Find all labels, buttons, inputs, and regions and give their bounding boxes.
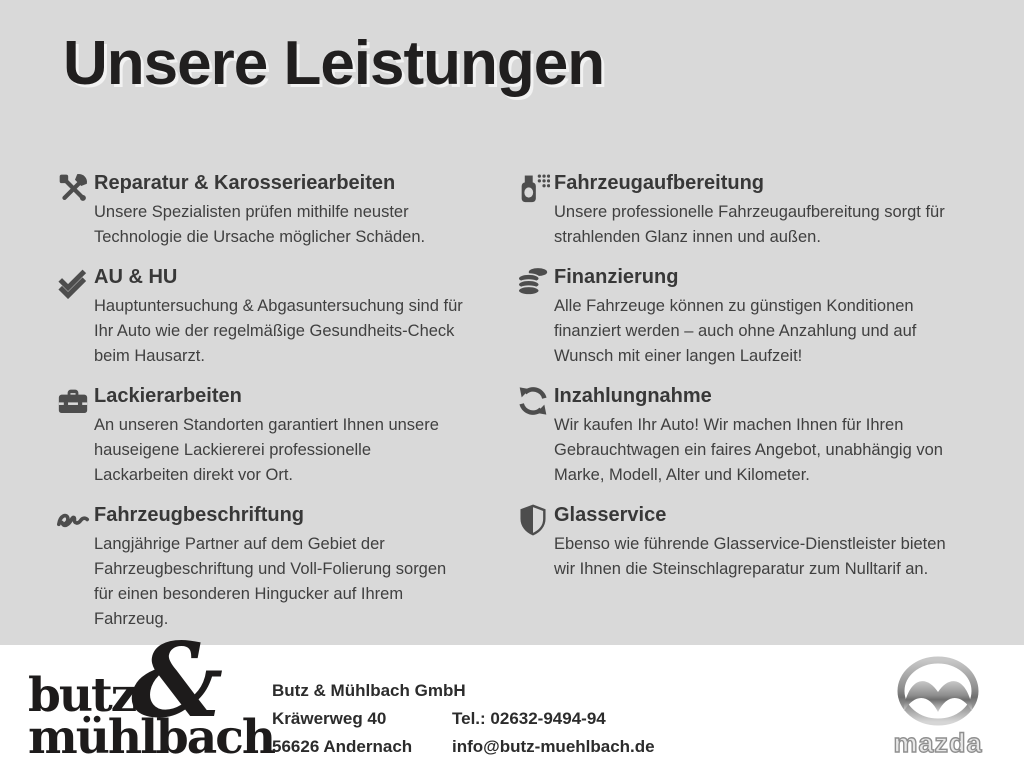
- company-city: 56626 Andernach: [272, 737, 413, 756]
- service-item-au-hu: [56, 264, 516, 369]
- mazda-wordmark: mazda: [893, 728, 983, 758]
- service-title: Finanzierung: [554, 266, 679, 288]
- service-description: Alle Fahrzeuge können zu günstigen Konditionen finanziert werden – auch ohne Anzahlung und auf Wunsch mit einer langen Laufzeit!: [554, 297, 917, 365]
- logo-ampersand: &: [131, 621, 224, 741]
- service-title: Fahrzeugaufbereitung: [554, 172, 765, 194]
- service-text: [554, 502, 964, 582]
- company-phone: Tel.: 02632-9494-94: [452, 709, 606, 728]
- signature-icon: [56, 503, 94, 537]
- service-description: Unsere professionelle Fahrzeugaufbereitung sorgt für strahlenden Glanz innen und außen.: [554, 203, 945, 246]
- logo-line1: butz: [28, 668, 136, 723]
- service-title: AU & HU: [94, 266, 178, 288]
- company-name: Butz & Mühlbach GmbH: [272, 681, 466, 700]
- shield-icon: [516, 503, 554, 537]
- service-title: Glasservice: [554, 504, 667, 526]
- toolbox-icon: [56, 384, 94, 418]
- service-title: Lackierarbeiten: [94, 385, 242, 407]
- wrench-screwdriver-icon: [56, 171, 94, 205]
- service-description: An unseren Standorten garantiert Ihnen unsere hauseigene Lackiererei professionelle Lackarbeiten direkt vor Ort.: [94, 416, 439, 484]
- service-item-fahrzeugbeschriftung: [56, 502, 516, 632]
- service-text: [94, 502, 466, 632]
- service-description: Langjährige Partner auf dem Gebiet der Fahrzeugbeschriftung und Voll-Folierung sorgen für einen besonderen Hingucker auf Ihrem Fahrzeug.: [94, 535, 447, 628]
- page-title: Unsere Leistungen: [63, 29, 605, 98]
- service-text: [94, 383, 466, 488]
- service-text: [94, 170, 466, 250]
- company-street: Kräwerweg 40: [272, 709, 387, 728]
- service-text: [554, 170, 964, 250]
- company-email: info@butz-muehlbach.de: [452, 737, 655, 756]
- service-item-finanzierung: [516, 264, 968, 369]
- coins-icon: [516, 265, 554, 299]
- service-text: [94, 264, 466, 369]
- service-description: Hauptuntersuchung & Abgasuntersuchung sind für Ihr Auto wie der regelmäßige Gesundheits-Check beim Hausarzt.: [94, 297, 463, 365]
- service-description: Unsere Spezialisten prüfen mithilfe neuster Technologie die Ursache möglicher Schäden.: [94, 203, 426, 246]
- footer: [0, 621, 1024, 768]
- logo-line2: mühlbach: [28, 709, 275, 765]
- butz-muehlbach-logo: [28, 621, 275, 765]
- service-item-inzahlungnahme: [516, 383, 968, 488]
- service-description: Wir kaufen Ihr Auto! Wir machen Ihnen für Ihren Gebrauchtwagen ein faires Angebot, unabhängig von Marke, Modell, Alter und Kilometer.: [554, 416, 943, 484]
- service-item-glasservice: [516, 502, 968, 632]
- services-grid: [56, 170, 968, 632]
- service-description: Ebenso wie führende Glasservice-Dienstleister bieten wir Ihnen die Steinschlagreparatur zum Nulltarif an.: [554, 535, 946, 578]
- service-item-reparatur: [56, 170, 516, 250]
- spray-can-icon: [516, 171, 554, 205]
- rotate-arrows-icon: [516, 384, 554, 418]
- mazda-logo: [884, 651, 992, 763]
- service-title: Reparatur & Karosseriearbeiten: [94, 172, 396, 194]
- service-item-fahrzeugaufbereitung: [516, 170, 968, 250]
- service-text: [554, 383, 964, 488]
- service-text: [554, 264, 964, 369]
- service-title: Fahrzeugbeschriftung: [94, 504, 305, 526]
- service-title: Inzahlungnahme: [554, 385, 712, 407]
- double-check-icon: [56, 265, 94, 299]
- service-item-lackierarbeiten: [56, 383, 516, 488]
